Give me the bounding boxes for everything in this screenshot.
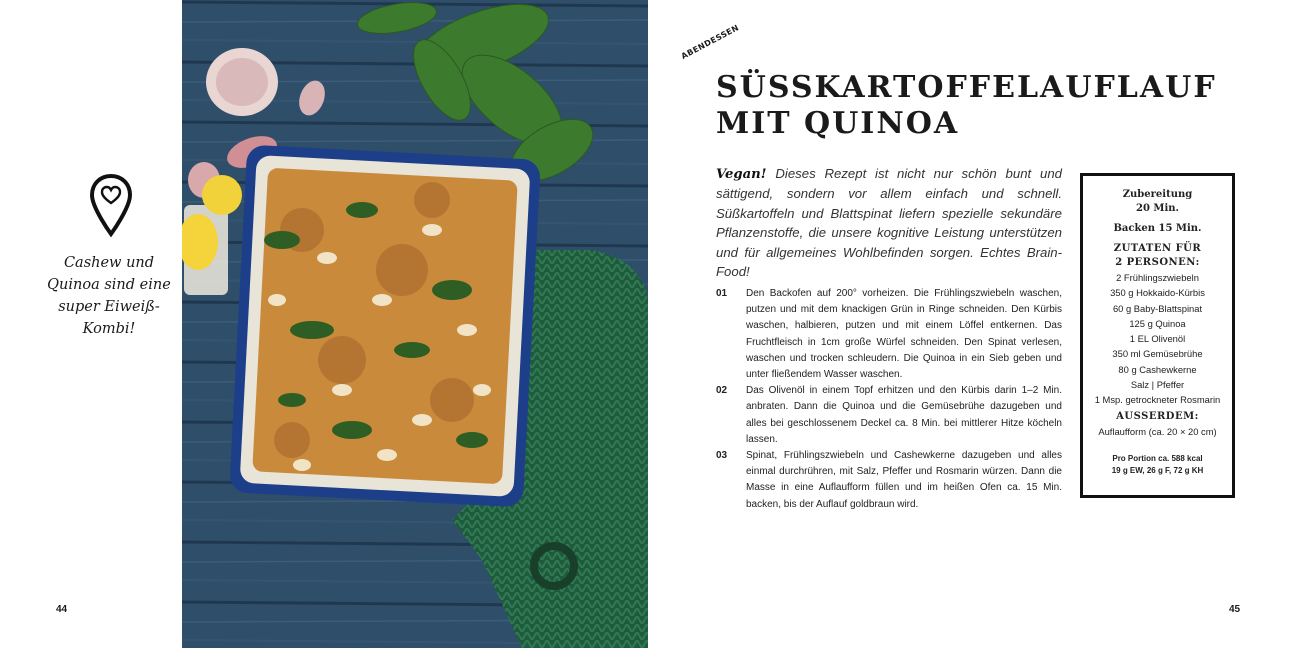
side-note-line: Kombi!	[82, 321, 136, 337]
recipe-info-box	[1080, 173, 1235, 498]
extra-item: Auflaufform (ca. 20 × 20 cm)	[1098, 425, 1217, 437]
recipe-steps	[716, 286, 1062, 513]
step-text: Den Backofen auf 200° vorheizen. Die Frühlingszwiebeln waschen, putzen und mit dem knackigen Grün in Ringe schneiden. Den Kürbis waschen, halbieren, putzen und mit einem Löffel entkernen. Das Fruchtfleisch in 1cm große Würfel schneiden. Den Spinat verlesen, waschen und trocken schleudern. Die Quinoa in ein Sieb geben und unter fließendem Wasser waschen.	[746, 288, 1062, 381]
bake-time: Backen 15 Min.	[1113, 223, 1202, 234]
baking-dish	[229, 145, 541, 508]
side-note-line: Cashew und	[63, 255, 155, 271]
intro-text: Dieses Rezept ist nicht nur schön bunt und sättigend, sondern vor allem einfach und schnell. Süßkartoffeln und Blattspinat liefern spezielle sekundäre Pflanzenstoffe, die unsere kognitive Leistung unterstützen und für allgemeines Wohlbefinden sorgen. Echtes Brain-Food!	[716, 166, 1062, 280]
ingredient-item: Salz | Pfeffer	[1130, 379, 1185, 391]
recipe-step	[716, 286, 1062, 383]
extras-heading: AUSSERDEM:	[1116, 410, 1199, 422]
ingredient-item: 2 Frühlingszwiebeln	[1116, 272, 1199, 283]
prep-time: Zubereitung	[1122, 189, 1193, 200]
nutrition-info: 19 g EW, 26 g F, 72 g KH	[1111, 465, 1204, 475]
ingredient-item: 1 Msp. getrockneter Rosmarin	[1094, 394, 1221, 406]
ingredient-item: 125 g Quinoa	[1129, 317, 1186, 329]
ingredient-item: 80 g Cashewkerne	[1118, 363, 1197, 375]
location-heart-icon	[90, 174, 132, 238]
recipe-step	[716, 383, 1062, 448]
side-note-line: super Eiweiß-	[58, 299, 160, 315]
ingredient-item: 60 g Baby-Blattspinat	[1112, 302, 1203, 314]
recipe-category: ABENDESSEN	[679, 23, 741, 61]
step-text: Das Olivenöl in einem Topf erhitzen und den Kürbis darin 1–2 Min. anbraten. Dann die Quinoa und die Gemüsebrühe dazugeben und alles bei geschlossenem Deckel ca. 8 Min. bei mittlerer Hitze köcheln lassen.	[746, 385, 1062, 445]
recipe-step	[716, 448, 1062, 513]
recipe-intro	[716, 164, 1062, 281]
recipe-title-line: MIT QUINOA	[716, 106, 960, 141]
step-number: 01	[716, 288, 728, 299]
side-note-line: Quinoa sind eine	[47, 277, 171, 293]
ingredient-item: 350 ml Gemüsebrühe	[1112, 348, 1203, 360]
page-number-right: 45	[1229, 604, 1241, 615]
ingredient-item: 1 EL Olivenöl	[1129, 333, 1186, 345]
intro-lead: Vegan!	[716, 167, 767, 182]
recipe-title-line: SÜSSKARTOFFELAUFLAUF	[716, 70, 1217, 105]
prep-time-value: 20 Min.	[1135, 203, 1180, 214]
ingredients-heading-servings: 2 PERSONEN:	[1115, 257, 1200, 268]
side-note	[44, 252, 174, 340]
ingredient-item: 350 g Hokkaido-Kürbis	[1110, 287, 1205, 299]
page-number-left: 44	[56, 604, 68, 615]
ingredients-heading: ZUTATEN FÜR	[1113, 243, 1202, 254]
step-number: 02	[716, 385, 728, 397]
recipe-photo	[182, 0, 648, 648]
step-number: 03	[716, 450, 728, 462]
nutrition-info: Pro Portion ca. 588 kcal	[1112, 453, 1203, 463]
recipe-title	[716, 70, 1256, 142]
step-text: Spinat, Frühlingszwiebeln und Cashewkerne dazugeben und alles einmal durchrühren, mit Salz, Pfeffer und Rosmarin würzen. Dann die Masse in eine Auflaufform füllen und im heißen Ofen ca. 15 Min. backen, bis der Auflauf goldbraun wird.	[746, 450, 1062, 510]
